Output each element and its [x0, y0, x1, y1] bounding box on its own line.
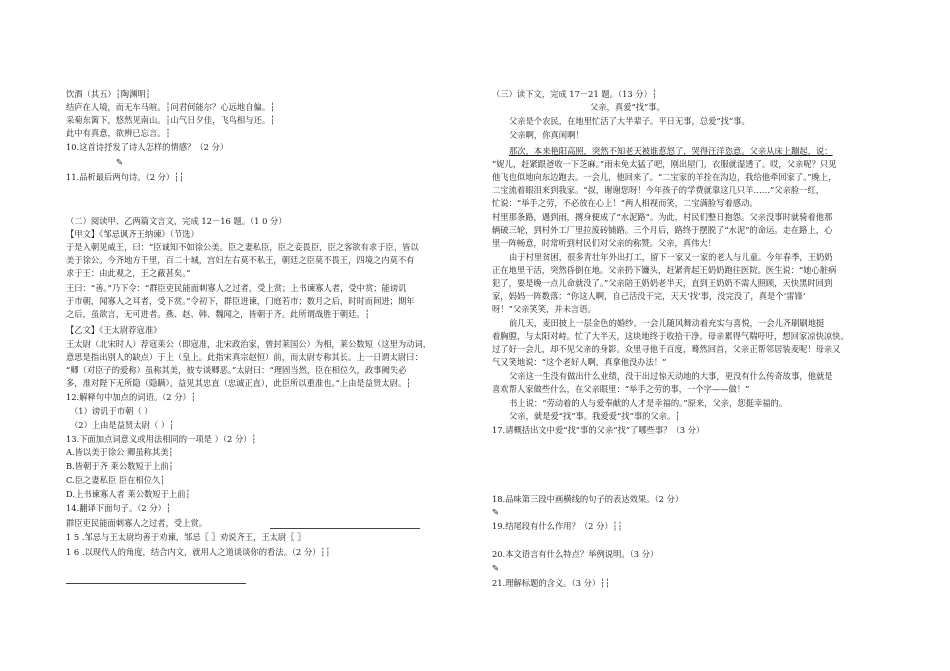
left-text-line: 11.品析最后两句诗。（2 分）┆┆	[66, 172, 185, 182]
right-text-line: ✎	[492, 563, 499, 573]
left-text-line: B.皆朝于齐 莱公数短于上前┆	[66, 461, 174, 471]
left-text-line: （二）阅读甲、乙两篇文言文，完成 12－16 题。（1 0 分）	[66, 216, 287, 226]
right-text-line: 里一阵畅意，时常听到村民们对父亲的称赞。父亲，真伟大！	[492, 238, 717, 248]
left-text-line: C.臣之妻私臣 臣在相位久┆	[66, 475, 166, 485]
left-text-line: 10.这首诗抒发了诗人怎样的情感？（2 分）	[66, 142, 229, 152]
right-text-line: 21.理解标题的含义。（3 分）┆┆	[492, 578, 611, 588]
answer-line	[66, 583, 246, 584]
left-text-line: 多，准对陛下无所隐（隐瞒），益见其忠直（忠诚正直），此臣所以重准也。”上由是益贤太尉。┆	[66, 378, 412, 388]
right-text-line: 气又笑地说：“这个老好人啊，真拿他没办法！”	[492, 357, 667, 367]
right-text-line: 由于村里贫困，很多青壮年外出打工，留下一家又一家的老人与儿童。今年春季，王奶奶	[509, 252, 833, 262]
left-text-line: 美于徐公。今齐地方千里，百二十城，宫妇左右莫不私王，朝廷之臣莫不畏王，四境之内莫不有	[66, 255, 415, 265]
left-text-line: 求于王：由此观之，王之蔽甚矣。”	[66, 268, 191, 278]
answer-line	[270, 528, 420, 529]
left-text-line: 【甲文】《邹忌讽齐王纳谏》（节选）	[66, 229, 199, 239]
left-text-line: 饮酒（其五）┆陶渊明┆	[66, 89, 151, 99]
left-text-line: （1）谤讥于市朝（ ）	[70, 406, 153, 416]
left-text-line: 此中有真意，欲辨已忘言。┆	[66, 128, 171, 138]
right-text-line: 父亲，就是爱“找”事。我爱爱“找”事的父亲。┆	[509, 411, 681, 421]
right-text-line: 那次，本来艳阳高照，突然不知老天被谁惹怒了，哭得汪洋恣意。父亲从床上蹦起，说：	[509, 146, 833, 156]
right-text-line: 父亲啊，你真闲啊！	[509, 130, 584, 140]
left-text-line: 13.下面加点词意义或用法相同的一项是 ）（2 分）┆	[66, 434, 257, 444]
left-text-line: 群臣吏民能面刺寡人之过者，受上赏。	[66, 518, 208, 528]
left-text-line: 12.解释句中加点的词语。（2 分）┆	[66, 392, 196, 402]
left-text-line: 王太尉（北宋时人）荐寇莱公（即寇准，北宋政治家，曾封莱国公）为相，莱公数短（这里为动词，	[66, 339, 432, 349]
left-text-line: 于市朝，闻寡人之耳者，受下赏。”令初下，群臣进谏，门庭若市；数月之后，时时而间进；期年	[66, 296, 415, 306]
left-text-line: 【乙文】《王太尉荐寇准》	[66, 325, 162, 335]
right-text-line: ✎	[492, 507, 499, 517]
left-text-line: 1 5 .邹忌与王太尉均善于劝谏，邹忌〖 〗劝说齐王，王太尉〖 〗	[66, 532, 306, 542]
right-text-line: 呀！”父亲笑笑，并未言语。	[492, 304, 596, 314]
right-text-line: 家，妈妈一阵数落：“你这人啊，自己活没干完，天天‘找’事，没完没了，真是个‘雷锋’	[492, 291, 806, 301]
right-text-line: 着胸膛，与太阳对峙。忙了大半天，这块地终于收拾干净。母亲累得气喘吁吁，想回家凉快凉快。	[492, 331, 849, 341]
right-text-line: （三）读下文，完成 17－21 题。（13 分）┆	[492, 89, 657, 99]
left-text-line: “卿（对臣子的爱称）虽称其美，彼专谈卿恶。”太尉曰：“理固当然，臣在相位久，政事阙失必	[66, 365, 407, 375]
right-text-line: 村里那条路，遇到雨，撂身便成了“水泥路”。为此，村民们整日抱怨。父亲没事时就骑着他那	[492, 212, 833, 222]
right-text-line: 忙说：“举手之劳，不必放在心上！”两人相视而笑，二宝满脸写着感动。	[492, 198, 758, 208]
left-text-line: 意思是指出别人的缺点）于上（皇上。此指宋真宗赵恒）前，而太尉专称其长。上一日谓太尉曰：	[66, 352, 423, 362]
left-text-line: 1 6 .以现代人的角度，结合内文，就用人之道谈谈你的看法。（2 分）┆┆	[66, 547, 331, 557]
right-text-line: 父亲，真爱“找”事。	[590, 102, 665, 112]
right-text-line: 父亲是个农民，在地里忙活了大半辈子。平日无事，总爱“找”事。	[509, 116, 750, 126]
right-text-line: 前几天，麦田披上一层金色的婚纱。一会儿随风舞动着充实与喜悦，一会儿齐刷刷地挺	[509, 318, 825, 328]
left-text-line: 之后，虽欲言，无可进者。燕、赵、韩、魏闻之，皆朝于齐。此所谓战胜于朝廷。┆	[66, 309, 370, 319]
left-text-line: 于是入朝见威王，曰：“臣诚知不如徐公美。臣之妻私臣，臣之妾畏臣，臣之客欲有求于臣，皆以	[66, 242, 419, 252]
right-text-line: 书上说：“劳动着的人与爱奉献的人才是幸福的。”原来，父亲，您挺幸福的。	[509, 398, 788, 408]
left-text-line: 结庐在人境，而无车马喧。┆问君何能尔？心远地自偏。┆	[66, 102, 276, 112]
right-text-line: 过了好一会儿，却不见父亲的身影。众里寻他千百度，蓦然回首，父亲正帮邻居装麦呢！母亲又	[492, 344, 841, 354]
left-text-line: D.上书谏寡人者 莱公数短于上前┆	[66, 489, 191, 499]
right-text-line: 父亲这一生没有做出什么业绩，没干出过惊天动地的大事，更没有什么传奇故事，他就是	[509, 371, 833, 381]
right-text-line: 20.本文语言有什么特点？举例说明。（3 分）	[492, 549, 659, 559]
right-text-line: 辆破三轮，到村外工厂里拉废砖铺路。三个月后，路终于摆脱了“水泥”的命运。走在路上，心	[492, 225, 833, 235]
right-text-line: 17.请概括出文中爱“找”事的父亲“找”了哪些事？（3 分）	[492, 425, 705, 435]
left-text-line: A.皆以美于徐公 卿虽称其美┆	[66, 447, 174, 457]
right-text-line: “妮儿，赶紧跟爸收一下芝麻。”雨未免太猛了吧，刚出屋门，衣服就湿透了。哎，父亲呢？只见	[492, 159, 837, 169]
left-text-line: 王曰：“善。”乃下令：“群臣吏民能面刺寡人之过者，受上赏；上书谏寡人者，受中赏；能谤讥	[66, 283, 407, 293]
right-text-line: 正在地里干活，突然昏倒在地。父亲扔下镰头，赶紧背起王奶奶跑往医院。医生说：“她心脏病	[492, 265, 837, 275]
left-text-line: （2）上由是益贤太尉（ ）┆	[70, 420, 175, 430]
left-text-line: 14.翻译下面句子。（2 分）┆	[66, 503, 171, 513]
right-text-line: 18.品味第三段中画横线的句子的表达效果。（2 分）	[492, 494, 684, 504]
left-text-line: ✎	[116, 157, 123, 167]
right-text-line: 犯了，要是晚一点儿命就没了。”父亲陪王奶奶老半天，直到王奶奶不需人照顾，天快黑时回到	[492, 278, 833, 288]
right-text-line: 19.结尾段有什么作用？（2 分）┆┆	[492, 521, 623, 531]
right-text-line: 他飞也似地向东边跑去。一会儿，他回来了。“二宝家的羊拴在沟边，我给他牵回家了。”晚上，	[492, 172, 837, 182]
left-text-line: 采菊东篱下，悠然见南山。┆山气日夕佳，飞鸟相与还。┆	[66, 115, 276, 125]
right-text-line: 喜欢帮人家做些什么，在父亲眼里：“举手之劳的事，一个字——做！”	[492, 384, 750, 394]
right-text-line: 二宝流着眼泪来到我家。“叔，谢谢您呀！今年孩子的学费就靠这几只羊……”父亲脸一红，	[492, 185, 825, 195]
